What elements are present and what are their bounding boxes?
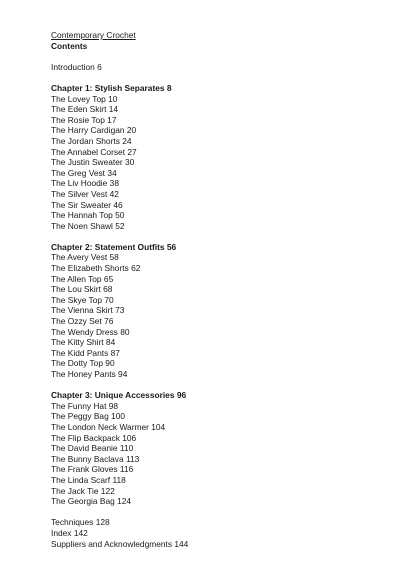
toc-entry: The Hannah Top 50 bbox=[51, 210, 125, 221]
toc-entry: The Skye Top 70 bbox=[51, 294, 114, 305]
toc-entry: The Liv Hoodie 38 bbox=[51, 178, 119, 189]
chapter-2-section bbox=[51, 242, 391, 380]
toc-entry: The Jordan Shorts 24 bbox=[51, 135, 132, 146]
contents-heading: Contents bbox=[51, 40, 88, 51]
toc-entry: The Wendy Dress 80 bbox=[51, 326, 130, 337]
toc-entry: The Elizabeth Shorts 62 bbox=[51, 263, 141, 274]
toc-entry: The Silver Vest 42 bbox=[51, 188, 119, 199]
toc-entry: Index 142 bbox=[51, 527, 88, 538]
contents-page bbox=[51, 30, 391, 549]
toc-entry: The Jack Tie 122 bbox=[51, 485, 115, 496]
toc-entry: The London Neck Warmer 104 bbox=[51, 421, 166, 432]
toc-entry: The Avery Vest 58 bbox=[51, 252, 119, 263]
toc-entry: The Funny Hat 98 bbox=[51, 400, 119, 411]
toc-entry: The Peggy Bag 100 bbox=[51, 411, 126, 422]
introduction-entry: Introduction 6 bbox=[51, 61, 102, 72]
toc-entry: The Allen Top 65 bbox=[51, 273, 114, 284]
toc-entry: The Justin Sweater 30 bbox=[51, 157, 135, 168]
toc-entry: The David Beanie 110 bbox=[51, 443, 134, 454]
toc-entry: The Ozzy Set 76 bbox=[51, 316, 114, 327]
toc-entry: The Frank Gloves 116 bbox=[51, 464, 134, 475]
toc-entry: The Bunny Baclava 113 bbox=[51, 453, 140, 464]
spacer bbox=[51, 72, 391, 83]
toc-entry: The Vienna Skirt 73 bbox=[51, 305, 125, 316]
chapter-heading: Chapter 3: Unique Accessories 96 bbox=[51, 390, 187, 401]
spacer bbox=[51, 507, 391, 518]
spacer bbox=[51, 380, 391, 391]
chapter-heading: Chapter 1: Stylish Separates 8 bbox=[51, 82, 172, 93]
toc-entry: The Noen Shawl 52 bbox=[51, 220, 125, 231]
toc-entry: The Dotty Top 90 bbox=[51, 358, 115, 369]
toc-entry: The Kitty Shirt 84 bbox=[51, 337, 116, 348]
toc-entry: The Eden Skirt 14 bbox=[51, 104, 119, 115]
toc-entry: The Linda Scarf 118 bbox=[51, 474, 126, 485]
toc-entry: The Greg Vest 34 bbox=[51, 167, 117, 178]
spacer bbox=[51, 51, 391, 62]
toc-entry: The Rosie Top 17 bbox=[51, 114, 117, 125]
toc-entry: The Honey Pants 94 bbox=[51, 369, 128, 379]
book-title: Contemporary Crochet bbox=[51, 30, 136, 40]
back-matter-section bbox=[51, 517, 391, 549]
toc-entry: Techniques 128 bbox=[51, 517, 110, 528]
toc-entry: The Sir Sweater 46 bbox=[51, 199, 123, 210]
toc-entry: The Annabel Corset 27 bbox=[51, 146, 137, 157]
chapter-heading: Chapter 2: Statement Outfits 56 bbox=[51, 241, 177, 252]
toc-entry: The Lou Skirt 68 bbox=[51, 284, 113, 295]
toc-entry: The Flip Backpack 106 bbox=[51, 432, 137, 443]
toc-entry: The Harry Cardigan 20 bbox=[51, 125, 137, 136]
chapter-3-section bbox=[51, 390, 391, 507]
toc-entry: The Kidd Pants 87 bbox=[51, 347, 120, 358]
spacer bbox=[51, 231, 391, 242]
toc-entry: The Lovey Top 10 bbox=[51, 93, 118, 104]
toc-entry: The Georgia Bag 124 bbox=[51, 496, 132, 507]
toc-entry: Suppliers and Acknowledgments 144 bbox=[51, 538, 189, 549]
chapter-1-section bbox=[51, 83, 391, 231]
